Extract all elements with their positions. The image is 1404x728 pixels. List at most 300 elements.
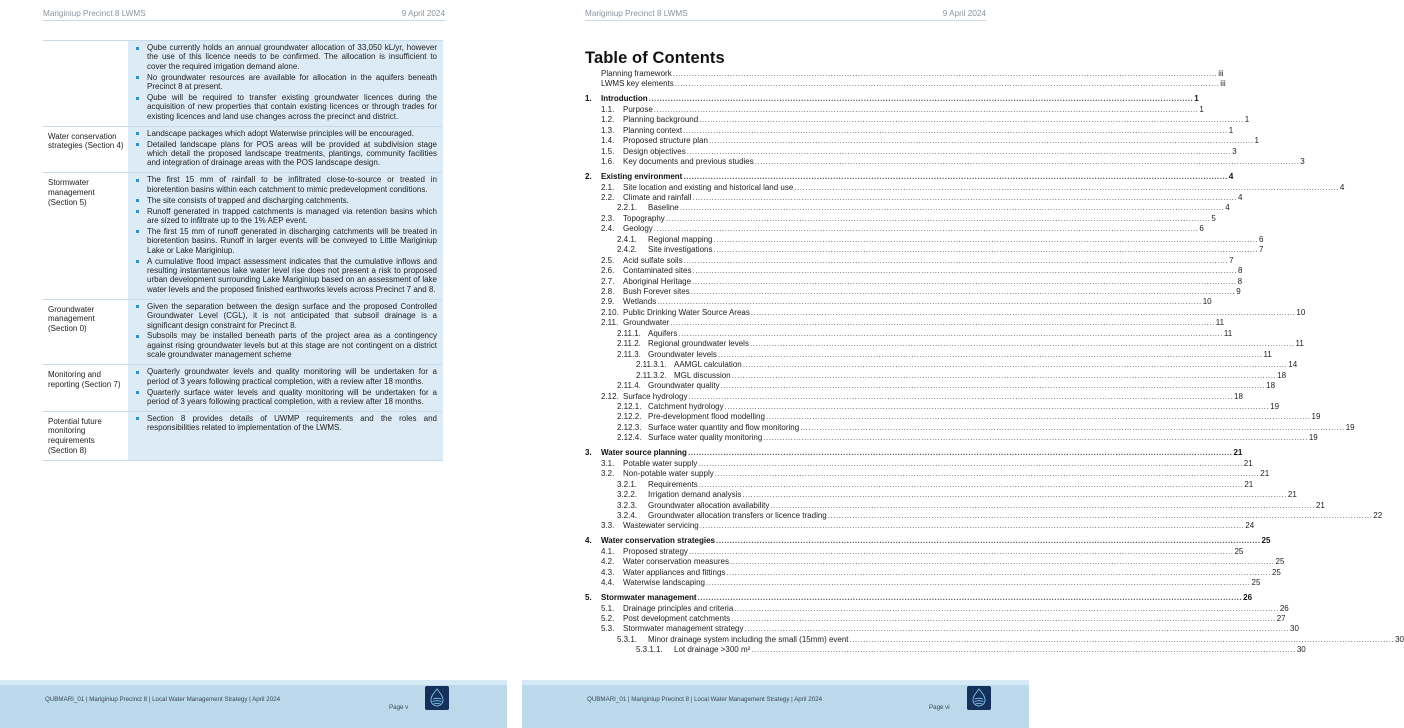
toc-entry-number: 2.9. — [601, 297, 615, 307]
toc-entry-number: 2.11.2. — [617, 339, 641, 349]
toc-leader-dots: ........................................................................................................................................................................................................ — [770, 500, 1315, 510]
bullet-item: Section 8 provides details of UWMP requirements and the roles and responsibilities related to implementation of the LWMS. — [134, 414, 437, 433]
toc-leader-dots: ........................................................................................................................................................................................................ — [678, 328, 1223, 338]
toc-leader-dots: ........................................................................................................................................................................................................ — [705, 578, 1251, 588]
row-content — [128, 412, 443, 460]
toc-entry-number: 2.5. — [601, 255, 615, 265]
bullet-item: No groundwater resources are available for allocation in the aquifers beneath Precinct 8 at present. — [134, 73, 437, 92]
toc-entry-title: Aboriginal Heritage — [623, 276, 692, 286]
toc-entry[interactable] — [585, 276, 1243, 287]
toc-entry-number: 2.11.3.1. — [636, 360, 667, 370]
toc-entry-page: 6 — [1199, 224, 1204, 234]
toc-entry[interactable] — [585, 567, 1281, 578]
toc-entry-title: Geology — [623, 224, 653, 234]
bullet-item: Runoff generated in trapped catchments is managed via retention basins which are sized to infiltrate up to the 1% AEP event. — [134, 207, 437, 226]
toc-entry-page: 27 — [1276, 614, 1286, 623]
toc-entry-page: 1 — [1199, 104, 1204, 114]
toc-entry-number: 4.3. — [601, 567, 615, 577]
toc-entry-number: 3.2.2. — [617, 490, 638, 499]
header-divider — [43, 20, 445, 21]
toc-leader-dots: ........................................................................................................................................................................................................ — [734, 603, 1279, 613]
header-divider — [585, 20, 986, 21]
toc-entry-number: 2.2.1. — [617, 203, 638, 213]
toc-entry-title: Acid sulfate soils — [623, 255, 683, 265]
toc-entry-title: Groundwater levels — [648, 349, 717, 359]
toc-entry-page: 21 — [1260, 469, 1270, 479]
row-content — [128, 365, 443, 411]
toc-leader-dots: ........................................................................................................................................................................................................ — [686, 146, 1232, 156]
toc-entry-title: Design objectives — [623, 146, 686, 156]
toc-leader-dots: ........................................................................................................................................................................................................ — [683, 125, 1228, 135]
toc-entry-number: 2.6. — [601, 266, 615, 276]
toc-leader-dots: ........................................................................................................................................................................................................ — [751, 645, 1296, 655]
toc-entry-title: Groundwater quality — [648, 381, 720, 390]
toc-entry[interactable] — [585, 624, 1299, 634]
toc-entry-number: 4.4. — [601, 578, 615, 588]
toc-entry-number: 2. — [585, 172, 592, 182]
bullet-item: Subsoils may be installed beneath parts of the project area as a contingency against rising groundwater levels but at this stage are not contingent on a district scale groundwater management scheme — [134, 331, 437, 359]
toc-entry-page: 21 — [1244, 479, 1254, 489]
bullet-item: The first 15 mm of runoff generated in discharging catchments will be treated in bioretention basins. Runoff in larger events will be conveyed to Little Mariginiup Lake or Lake Mariginiup. — [134, 227, 437, 255]
toc-entry[interactable] — [585, 146, 1237, 157]
toc-entry[interactable] — [585, 448, 1243, 458]
bullet-item: The site consists of trapped and discharging catchments. — [134, 196, 437, 205]
toc-entry-title: Public Drinking Water Source Areas — [623, 307, 750, 317]
row-content — [128, 41, 443, 126]
toc-entry-number: 1. — [585, 94, 592, 104]
row-label: Monitoring and reporting (Section 7) — [48, 370, 121, 389]
page-number: Page vi — [929, 704, 950, 711]
toc-entry-page: 25 — [1251, 578, 1261, 588]
toc-entry-title: Wastewater servicing — [623, 521, 699, 531]
table-row — [43, 365, 443, 412]
toc-entry-number: 5. — [585, 593, 592, 603]
toc-entry-title: Regional groundwater levels — [648, 339, 749, 349]
toc-entry[interactable] — [585, 224, 1204, 234]
row-label: Water conservation strategies (Section 4) — [48, 131, 124, 151]
toc-entry-title: Climate and rainfall — [623, 193, 692, 202]
toc-entry-number: 5.2. — [601, 614, 615, 623]
toc-entry[interactable] — [585, 433, 1318, 443]
toc-leader-dots: ........................................................................................................................................................................................................ — [687, 448, 1233, 458]
bullet-item: Qube will be required to transfer existing groundwater licences during the acquisition of new properties that contain existing licences or through trades for existing licences and land use changes across the precinct and district. — [134, 93, 437, 121]
toc-entry-page: iii — [1218, 69, 1224, 78]
toc-entry-title: Waterwise landscaping — [623, 578, 705, 588]
toc-leader-dots: ........................................................................................................................................................................................................ — [717, 349, 1263, 359]
toc-entry-title: Non-potable water supply — [623, 469, 714, 479]
toc-entry-page: 19 — [1345, 422, 1355, 432]
toc-entry-number: 2.11.3. — [617, 349, 641, 359]
toc-entry-number: 1.5. — [601, 146, 615, 156]
toc-leader-dots: ........................................................................................................................................................................................................ — [683, 172, 1228, 182]
toc-entry-number: 2.2. — [601, 193, 615, 202]
toc-entry-page: 21 — [1287, 490, 1297, 499]
toc-entry-title: Existing environment — [601, 172, 683, 182]
toc-entry[interactable] — [585, 234, 1264, 245]
toc-leader-dots: ........................................................................................................................................................................................................ — [692, 276, 1237, 286]
toc-entry-page: 24 — [1245, 521, 1255, 531]
toc-entry[interactable] — [585, 182, 1345, 193]
toc-leader-dots: ........................................................................................................................................................................................................ — [697, 593, 1243, 603]
toc-entry-number: 2.7. — [601, 276, 615, 286]
toc-entry-title: Catchment hydrology — [648, 401, 724, 411]
toc-entry-page: 21 — [1233, 448, 1243, 458]
toc-entry-number: 5.1. — [601, 603, 615, 613]
toc-entry-title: Water conservation measures — [623, 557, 729, 567]
toc-entry-number: 4.1. — [601, 546, 615, 556]
toc-entry-title: Surface hydrology — [623, 391, 688, 401]
toc-entry[interactable] — [585, 422, 1355, 433]
toc-title: Table of Contents — [585, 49, 725, 67]
toc-entry-number: 2.10. — [601, 307, 619, 317]
toc-entry[interactable] — [585, 546, 1244, 557]
toc-entry-number: 3.2.1. — [617, 479, 638, 489]
toc-entry-title: MGL discussion — [674, 370, 731, 380]
bullet-item: Quarterly groundwater levels and quality monitoring will be undertaken for a period of 3 years following practical completion, with a review after 18 months. — [134, 367, 437, 386]
toc-entry-number: 2.12.1. — [617, 401, 642, 411]
toc-entry-page: 4 — [1225, 203, 1230, 213]
toc-entry-number: 1.3. — [601, 125, 615, 135]
toc-entry-page: 26 — [1243, 593, 1253, 603]
toc-entry-title: LWMS key elements — [601, 79, 674, 89]
toc-entry[interactable] — [585, 115, 1250, 125]
toc-entry[interactable] — [585, 521, 1255, 531]
toc-entry-title: Groundwater allocation availability — [648, 500, 770, 510]
toc-entry[interactable] — [585, 593, 1253, 603]
toc-leader-dots: ........................................................................................................................................................................................................ — [720, 381, 1266, 390]
toc-entry-page: 8 — [1238, 266, 1243, 276]
toc-entry-title: Groundwater — [623, 318, 670, 328]
bullet-item: Qube currently holds an annual groundwater allocation of 33,050 kL/yr, however the use of this licence needs to be confirmed. The allocation is insufficient to cover the required irrigation demand alone. — [134, 43, 437, 71]
toc-entry[interactable] — [585, 213, 1216, 224]
toc-entry-number: 2.4. — [601, 224, 615, 234]
toc-entry-page: 19 — [1270, 401, 1280, 411]
footer-text: QUBMARI_01 | Mariginiup Precinct 8 | Local Water Management Strategy | April 2024 — [45, 696, 281, 703]
document-page-right — [522, 0, 1404, 728]
toc-leader-dots: ........................................................................................................................................................................................................ — [794, 182, 1339, 192]
toc-leader-dots: ........................................................................................................................................................................................................ — [698, 458, 1243, 468]
toc-entry-number: 5.3.1. — [617, 634, 638, 644]
toc-leader-dots: ........................................................................................................................................................................................................ — [729, 557, 1275, 567]
water-drop-logo-icon — [967, 686, 991, 710]
toc-entry[interactable] — [585, 401, 1280, 412]
toc-leader-dots: ........................................................................................................................................................................................................ — [688, 546, 1234, 556]
toc-entry-number: 2.12.2. — [617, 412, 642, 422]
table-row — [43, 300, 443, 365]
toc-entry[interactable] — [585, 510, 1383, 521]
toc-entry-title: Pre-development flood modelling — [648, 412, 765, 422]
toc-entry[interactable] — [585, 557, 1285, 567]
toc-entry-title: Drainage principles and criteria — [623, 603, 734, 613]
toc-entry[interactable] — [585, 381, 1276, 391]
row-content — [128, 173, 443, 298]
toc-entry-page: 1 — [1254, 136, 1259, 146]
toc-entry-title: Post development catchments — [623, 614, 731, 623]
toc-entry[interactable] — [585, 79, 1226, 89]
running-header-date: 9 April 2024 — [401, 9, 445, 18]
toc-leader-dots: ........................................................................................................................................................................................................ — [713, 245, 1259, 255]
toc-entry[interactable] — [585, 391, 1243, 402]
toc-entry[interactable] — [585, 578, 1261, 588]
toc-entry-page: 30 — [1395, 634, 1404, 644]
toc-leader-dots: ........................................................................................................................................................................................................ — [800, 422, 1345, 432]
toc-entry[interactable] — [585, 634, 1404, 645]
toc-entry-number: 2.11. — [601, 318, 619, 328]
toc-entry-title: Water source planning — [601, 448, 687, 458]
toc-entry[interactable] — [585, 349, 1272, 360]
toc-leader-dots: ........................................................................................................................................................................................................ — [665, 213, 1211, 223]
toc-entry-title: Proposed structure plan — [623, 136, 708, 146]
toc-leader-dots: ........................................................................................................................................................................................................ — [714, 469, 1260, 479]
toc-entry-number: 4. — [585, 536, 592, 546]
toc-entry-page: 11 — [1263, 349, 1272, 359]
toc-leader-dots: ........................................................................................................................................................................................................ — [672, 69, 1218, 78]
toc-entry-title: Planning framework — [601, 69, 672, 78]
toc-leader-dots: ........................................................................................................................................................................................................ — [670, 318, 1215, 328]
bullet-item: Detailed landscape plans for POS areas will be provided at subdivision stage which detail the proposed landscape treatments, plantings, community facilities and integration of drainage areas with the POS landscape design. — [134, 140, 437, 168]
toc-entry-page: 18 — [1266, 381, 1276, 390]
toc-entry[interactable] — [585, 69, 1224, 79]
toc-leader-dots: ........................................................................................................................................................................................................ — [653, 224, 1199, 234]
toc-leader-dots: ........................................................................................................................................................................................................ — [653, 104, 1199, 114]
toc-entry-number: 2.11.1. — [617, 328, 641, 338]
toc-entry[interactable] — [585, 255, 1234, 266]
toc-entry-title: Stormwater management strategy — [623, 624, 744, 634]
row-label — [43, 41, 128, 126]
toc-entry[interactable] — [585, 458, 1253, 469]
table-row — [43, 173, 443, 299]
toc-entry[interactable] — [585, 307, 1306, 318]
toc-entry-page: 9 — [1236, 287, 1241, 296]
toc-entry[interactable] — [585, 536, 1271, 546]
toc-entry-page: 6 — [1259, 234, 1264, 244]
toc-entry[interactable] — [585, 328, 1233, 339]
page-gutter — [507, 0, 522, 728]
toc-entry[interactable] — [585, 614, 1286, 624]
toc-entry[interactable] — [585, 287, 1241, 297]
toc-entry[interactable] — [585, 318, 1225, 328]
toc-leader-dots: ........................................................................................................................................................................................................ — [742, 360, 1288, 370]
toc-leader-dots: ........................................................................................................................................................................................................ — [692, 193, 1238, 202]
toc-leader-dots: ........................................................................................................................................................................................................ — [679, 203, 1225, 213]
toc-leader-dots: ........................................................................................................................................................................................................ — [731, 370, 1277, 380]
toc-entry[interactable] — [585, 490, 1297, 500]
toc-entry-page: 3 — [1300, 157, 1305, 167]
lwms-summary-table — [43, 40, 443, 461]
toc-leader-dots: ........................................................................................................................................................................................................ — [726, 567, 1271, 577]
running-header-date: 9 April 2024 — [942, 9, 986, 18]
toc-entry-title: Lot drainage >300 m² — [674, 645, 751, 655]
toc-entry-page: 30 — [1296, 645, 1306, 655]
toc-leader-dots: ........................................................................................................................................................................................................ — [742, 490, 1287, 499]
toc-entry[interactable] — [585, 360, 1298, 370]
toc-entry-title: Baseline — [648, 203, 679, 213]
toc-entry-number: 3.3. — [601, 521, 615, 531]
row-content — [128, 300, 443, 364]
toc-entry[interactable] — [585, 370, 1287, 381]
toc-leader-dots: ........................................................................................................................................................................................................ — [688, 391, 1234, 401]
footer-text: QUBMARI_01 | Mariginiup Precinct 8 | Local Water Management Strategy | April 2024 — [587, 696, 823, 703]
toc-entry-page: 21 — [1243, 458, 1253, 468]
toc-leader-dots: ........................................................................................................................................................................................................ — [699, 115, 1244, 125]
toc-leader-dots: ........................................................................................................................................................................................................ — [692, 266, 1238, 276]
toc-entry-number: 1.6. — [601, 157, 615, 167]
toc-entry-page: 4 — [1339, 182, 1345, 192]
toc-entry-page: 18 — [1234, 391, 1243, 401]
toc-entry-title: Contaminated sites — [623, 266, 692, 276]
toc-entry-page: 5 — [1211, 213, 1216, 223]
toc-entry-number: 2.12. — [601, 391, 619, 401]
toc-entry[interactable] — [585, 157, 1305, 167]
toc-entry[interactable] — [585, 339, 1304, 349]
document-page-left — [0, 0, 507, 728]
table-row — [43, 127, 443, 174]
toc-entry-page: 4 — [1238, 193, 1243, 202]
toc-entry[interactable] — [585, 136, 1259, 146]
toc-entry[interactable] — [585, 172, 1234, 182]
toc-entry[interactable] — [585, 297, 1212, 307]
toc-entry-page: 8 — [1237, 276, 1243, 286]
toc-entry-number: 2.11.3.2. — [636, 370, 667, 380]
toc-entry-number: 2.1. — [601, 182, 615, 192]
toc-entry-title: Topography — [623, 213, 665, 223]
toc-leader-dots: ........................................................................................................................................................................................................ — [731, 614, 1276, 623]
toc-leader-dots: ........................................................................................................................................................................................................ — [713, 234, 1259, 244]
toc-entry[interactable] — [585, 125, 1234, 136]
toc-entry-number: 3.1. — [601, 458, 615, 468]
toc-entry[interactable] — [585, 94, 1199, 104]
toc-entry[interactable] — [585, 469, 1270, 479]
bullet-item: Given the separation between the design surface and the proposed Controlled Groundwater Level (CGL), it is not anticipated that subsoil drainage is a significant design constraint for Precinct 8. — [134, 302, 437, 330]
toc-entry-title: Planning background — [623, 115, 699, 125]
toc-entry-page: 25 — [1261, 536, 1271, 546]
toc-entry-page: 3 — [1232, 146, 1237, 156]
toc-entry-page: 22 — [1373, 510, 1383, 520]
toc-entry-page: 11 — [1295, 339, 1304, 349]
toc-entry-page: 14 — [1288, 360, 1298, 370]
toc-entry-page: 25 — [1275, 557, 1285, 567]
toc-entry-title: Purpose — [623, 104, 653, 114]
toc-entry[interactable] — [585, 104, 1204, 115]
toc-leader-dots: ........................................................................................................................................................................................................ — [699, 521, 1245, 531]
toc-entry-page: 19 — [1311, 412, 1321, 422]
toc-entry-number: 5.3.1.1. — [636, 645, 663, 655]
table-row — [43, 412, 443, 461]
toc-leader-dots: ........................................................................................................................................................................................................ — [849, 634, 1395, 644]
toc-entry-number: 2.11.4. — [617, 381, 641, 390]
toc-entry-page: 7 — [1259, 245, 1264, 255]
toc-entry-page: 25 — [1234, 546, 1244, 556]
toc-entry-title: Bush Forever sites — [623, 287, 690, 296]
page-number: Page v — [389, 704, 409, 711]
toc-entry-number: 2.12.4. — [617, 433, 642, 443]
toc-entry-page: 7 — [1229, 255, 1234, 265]
toc-entry[interactable] — [585, 412, 1321, 422]
toc-entry-number: 2.8. — [601, 287, 615, 296]
toc-entry[interactable] — [585, 245, 1264, 255]
row-label: Potential future monitoring requirements (Section 8) — [48, 416, 102, 455]
toc-entry-title: Wetlands — [623, 297, 657, 307]
toc-leader-dots: ........................................................................................................................................................................................................ — [754, 157, 1300, 167]
toc-leader-dots: ........................................................................................................................................................................................................ — [749, 339, 1295, 349]
toc-entry-title: Requirements — [648, 479, 698, 489]
row-content — [128, 127, 443, 173]
toc-entry-number: 4.2. — [601, 557, 615, 567]
toc-entry-page: 11 — [1223, 328, 1233, 338]
toc-entry-title: Minor drainage system including the small (15mm) event — [648, 634, 849, 644]
toc-entry-number: 5.3. — [601, 624, 615, 634]
toc-entry-number: 2.4.1. — [617, 234, 638, 244]
footer-band — [522, 680, 1029, 728]
toc-leader-dots: ........................................................................................................................................................................................................ — [827, 510, 1373, 520]
toc-entry-number: 2.3. — [601, 213, 615, 223]
toc-entry[interactable] — [585, 203, 1230, 213]
toc-entry-title: Aquifers — [648, 328, 678, 338]
toc-leader-dots: ........................................................................................................................................................................................................ — [657, 297, 1202, 307]
toc-entry-page: 1 — [1244, 115, 1250, 125]
toc-entry-title: Key documents and previous studies — [623, 157, 754, 167]
bullet-item: The first 15 mm of rainfall to be infiltrated close-to-source or treated in bioretention basins within each catchment to mimic predevelopment conditions. — [134, 175, 437, 194]
row-label: Groundwater management (Section 0) — [48, 304, 95, 333]
toc-entry-title: Surface water quantity and flow monitoring — [648, 422, 800, 432]
toc-entry-title: Introduction — [601, 94, 648, 104]
toc-leader-dots: ........................................................................................................................................................................................................ — [744, 624, 1290, 634]
toc-entry-title: Water conservation strategies — [601, 536, 715, 546]
toc-entry[interactable] — [585, 266, 1243, 276]
toc-leader-dots: ........................................................................................................................................................................................................ — [715, 536, 1261, 546]
toc-leader-dots: ........................................................................................................................................................................................................ — [708, 136, 1254, 146]
toc-entry-page: 25 — [1271, 567, 1281, 577]
toc-entry-number: 3.2.3. — [617, 500, 638, 510]
toc-entry-title: Stormwater management — [601, 593, 697, 603]
toc-leader-dots: ........................................................................................................................................................................................................ — [765, 412, 1311, 422]
toc-entry-title: Irrigation demand analysis — [648, 490, 742, 499]
running-header-title: Mariginiup Precinct 8 LWMS — [585, 9, 688, 18]
toc-leader-dots: ........................................................................................................................................................................................................ — [750, 307, 1296, 317]
toc-entry[interactable] — [585, 500, 1325, 511]
bullet-item: Quarterly surface water levels and quality monitoring will be undertaken for a period of 3 years following practical completion, with a review after 18 months. — [134, 388, 437, 407]
toc-entry-title: Regional mapping — [648, 234, 713, 244]
toc-entry-number: 1.1. — [601, 104, 615, 114]
toc-entry-number: 3.2.4. — [617, 510, 638, 520]
toc-entry-page: iii — [1220, 79, 1226, 89]
toc-entry-number: 3. — [585, 448, 592, 458]
toc-entry-number: 2.4.2. — [617, 245, 638, 255]
toc-entry-title: Groundwater allocation transfers or licence trading — [648, 510, 827, 520]
toc-entry[interactable] — [585, 603, 1289, 614]
toc-entry-page: 30 — [1290, 624, 1299, 634]
toc-entry-page: 1 — [1228, 125, 1234, 135]
toc-leader-dots: ........................................................................................................................................................................................................ — [763, 433, 1308, 443]
toc-entry-page: 26 — [1279, 603, 1289, 613]
toc-entry-number: 2.12.3. — [617, 422, 642, 432]
toc-leader-dots: ........................................................................................................................................................................................................ — [698, 479, 1244, 489]
toc-entry-page: 18 — [1277, 370, 1287, 380]
toc-leader-dots: ........................................................................................................................................................................................................ — [690, 287, 1236, 296]
toc-leader-dots: ........................................................................................................................................................................................................ — [674, 79, 1220, 89]
toc-entry-page: 19 — [1308, 433, 1318, 443]
toc-entry-title: Surface water quality monitoring — [648, 433, 763, 443]
water-drop-logo-icon — [425, 686, 449, 710]
toc-entry[interactable] — [585, 645, 1306, 655]
toc-entry[interactable] — [585, 479, 1254, 490]
toc-entry-title: Site investigations — [648, 245, 713, 255]
bullet-item: Landscape packages which adopt Waterwise principles will be encouraged. — [134, 129, 437, 138]
toc-entry-number: 1.2. — [601, 115, 615, 125]
toc-entry-page: 21 — [1315, 500, 1325, 510]
toc-entry-title: Water appliances and fittings — [623, 567, 726, 577]
toc-entry[interactable] — [585, 193, 1243, 203]
